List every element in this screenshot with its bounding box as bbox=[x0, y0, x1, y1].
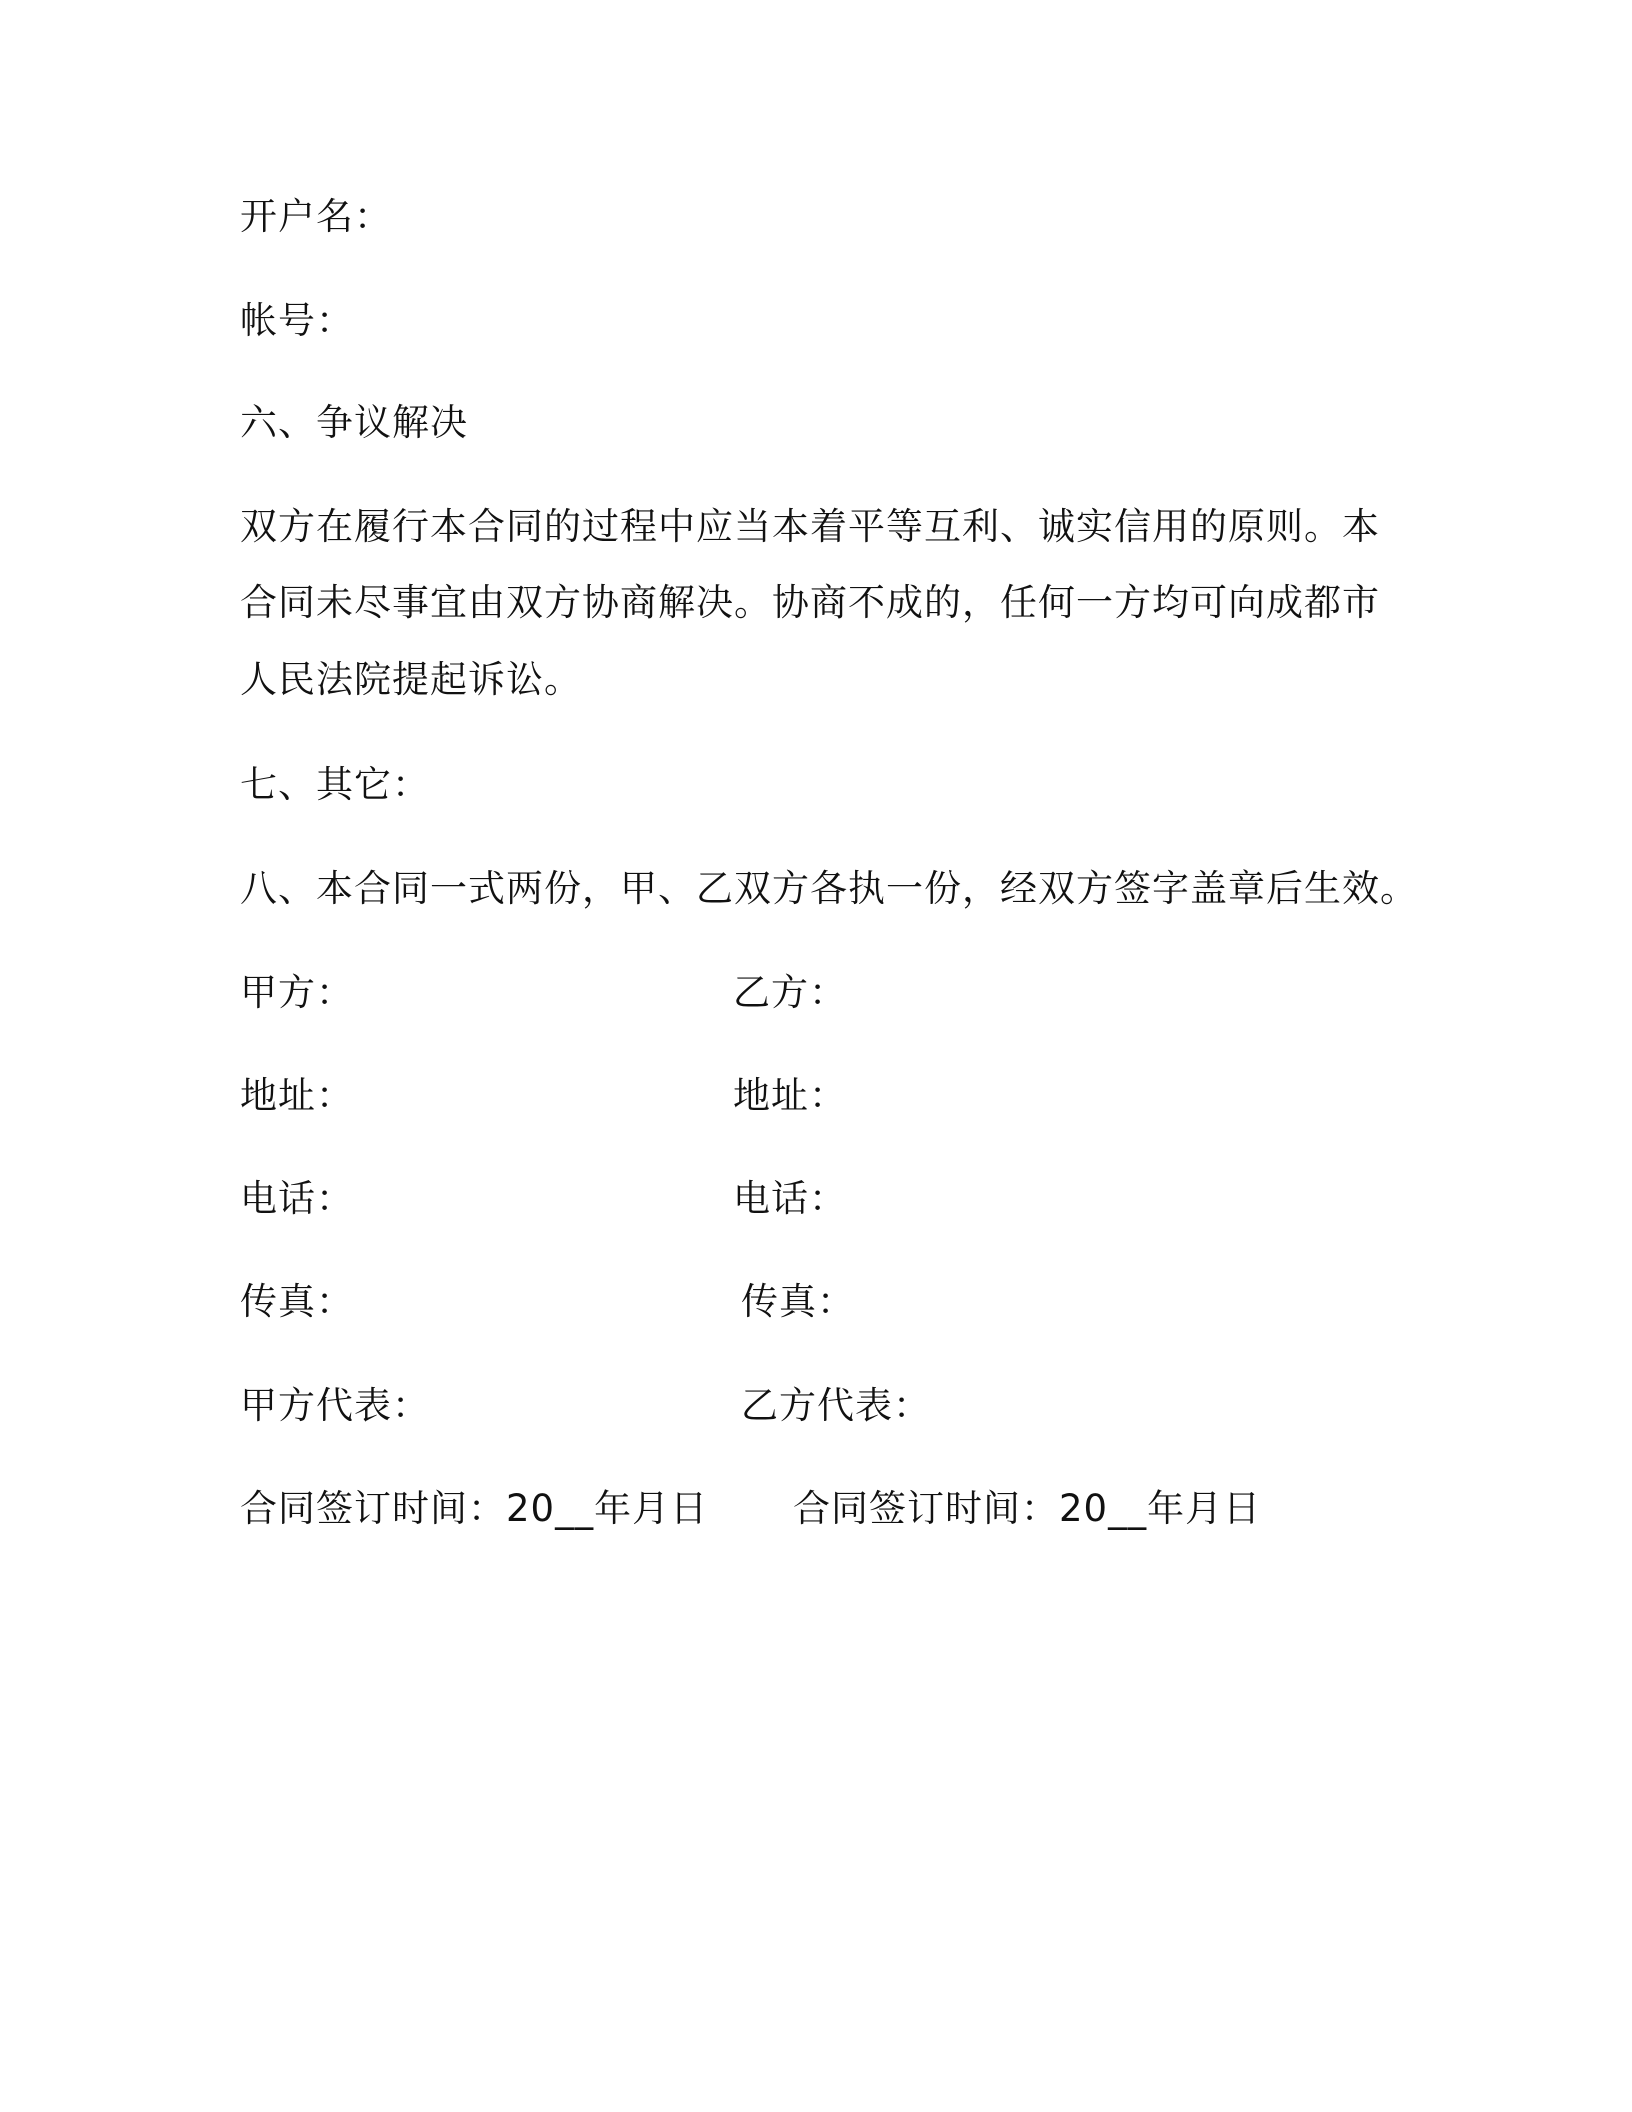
section-8-text: 八、本合同一式两份，甲、乙双方各执一份，经双方签字盖章后生效。 bbox=[240, 867, 1418, 910]
section-6-heading: 六、争议解决 bbox=[240, 401, 468, 444]
party-b-address-label: 地址： bbox=[733, 1074, 847, 1117]
party-b-representative-label: 乙方代表： bbox=[741, 1384, 931, 1427]
dispute-paragraph-line-1: 双方在履行本合同的过程中应当本着平等互利、诚实信用的原则。本 bbox=[240, 505, 1380, 548]
party-b-fax-label: 传真： bbox=[741, 1280, 855, 1323]
dispute-paragraph-line-3: 人民法院提起诉讼。 bbox=[240, 658, 582, 701]
party-b-signing-date-label: 合同签订时间：20__年月日 bbox=[793, 1487, 1262, 1530]
party-b-phone-label: 电话： bbox=[733, 1177, 847, 1220]
party-a-label: 甲方： bbox=[240, 971, 354, 1014]
party-a-representative-label: 甲方代表： bbox=[240, 1384, 430, 1427]
party-a-phone-label: 电话： bbox=[240, 1177, 354, 1220]
party-b-label: 乙方： bbox=[733, 971, 847, 1014]
party-a-address-label: 地址： bbox=[240, 1074, 354, 1117]
dispute-paragraph-line-2: 合同未尽事宜由双方协商解决。协商不成的，任何一方均可向成都市 bbox=[240, 581, 1380, 624]
account-number-label: 帐号： bbox=[240, 299, 354, 342]
section-7-heading: 七、其它： bbox=[240, 763, 430, 806]
party-a-fax-label: 传真： bbox=[240, 1280, 354, 1323]
account-name-label: 开户名： bbox=[240, 195, 392, 238]
party-a-signing-date-label: 合同签订时间：20__年月日 bbox=[240, 1487, 709, 1530]
